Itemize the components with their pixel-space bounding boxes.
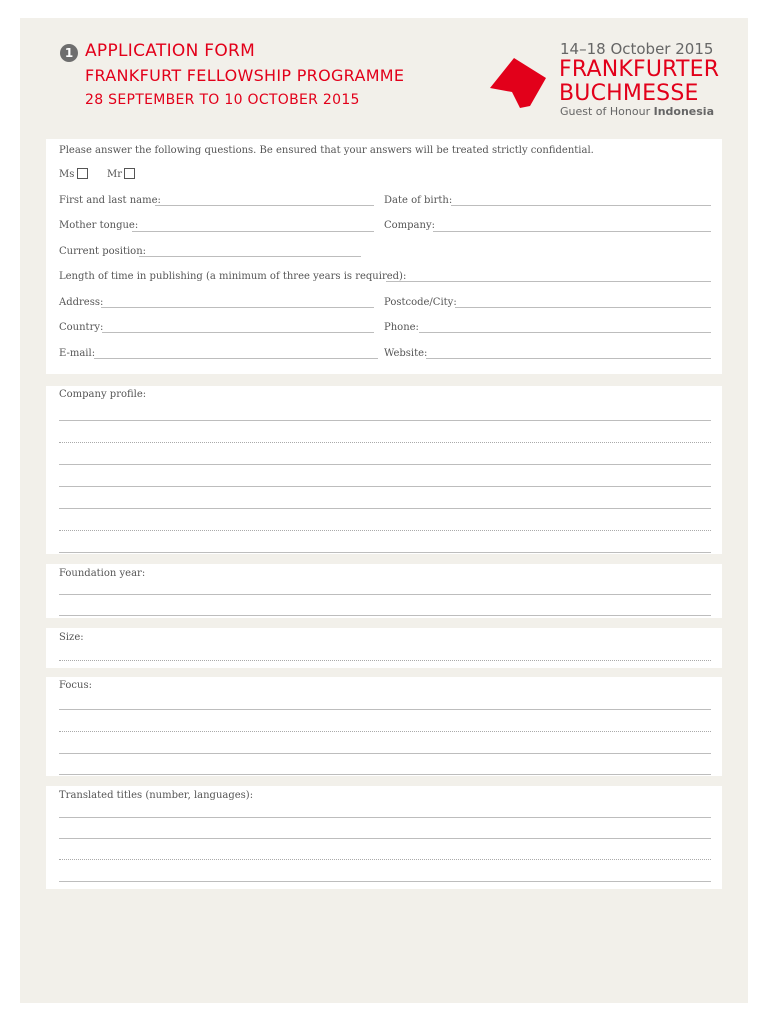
size-box [46,628,722,668]
buchmesse-logo-icon [490,58,548,108]
company-profile-line[interactable] [59,464,711,465]
programme-title: FRANKFURT FELLOWSHIP PROGRAMME [85,66,405,85]
address-label: Address: [59,297,104,308]
translated-titles-label: Translated titles (number, languages): [59,790,254,801]
size-label: Size: [59,632,84,643]
guest-prefix: Guest of Honour [560,105,654,118]
company-field[interactable] [433,231,711,232]
company-label: Company: [384,220,435,231]
company-profile-line[interactable] [59,486,711,487]
foundation-year-line[interactable] [59,594,711,595]
ms-label: Ms [59,169,75,180]
foundation-year-line[interactable] [59,615,711,616]
phone-label: Phone: [384,322,419,333]
foundation-year-label: Foundation year: [59,568,146,579]
fair-dates: 14–18 October 2015 [560,40,714,58]
translated-titles-line[interactable] [59,859,711,860]
translated-titles-line[interactable] [59,817,711,818]
mother-tongue-field[interactable] [132,231,374,232]
company-profile-label: Company profile: [59,389,147,400]
ms-checkbox[interactable] [77,168,88,179]
focus-line[interactable] [59,774,711,775]
translated-titles-line[interactable] [59,881,711,882]
focus-line[interactable] [59,709,711,710]
postcode-field[interactable] [455,307,711,308]
length-label: Length of time in publishing (a minimum of three years is required): [59,271,407,282]
length-field[interactable] [386,281,711,282]
company-profile-line[interactable] [59,420,711,421]
company-profile-line[interactable] [59,552,711,553]
mr-label: Mr [107,169,123,180]
form-title: APPLICATION FORM [85,41,256,61]
mother-tongue-label: Mother tongue: [59,220,139,231]
website-field[interactable] [426,358,711,359]
email-field[interactable] [94,358,378,359]
position-label: Current position: [59,246,147,257]
logo-name-line2: BUCHMESSE [559,81,699,106]
phone-field[interactable] [419,332,711,333]
postcode-label: Postcode/City: [384,297,457,308]
country-label: Country: [59,322,104,333]
focus-line[interactable] [59,753,711,754]
guest-of-honour [560,105,714,118]
name-label: First and last name: [59,195,161,206]
dob-label: Date of birth: [384,195,453,206]
intro-text: Please answer the following questions. Be ensured that your answers will be treated strictly confidential. [59,145,594,156]
country-field[interactable] [102,332,374,333]
company-profile-box [46,386,722,554]
mr-checkbox[interactable] [124,168,135,179]
email-label: E-mail: [59,348,96,359]
company-profile-line[interactable] [59,508,711,509]
company-profile-line[interactable] [59,442,711,443]
focus-label: Focus: [59,680,92,691]
address-field[interactable] [101,307,374,308]
website-label: Website: [384,348,428,359]
company-profile-line[interactable] [59,530,711,531]
logo-name-line1: FRANKFURTER [559,57,720,82]
programme-dates: 28 SEPTEMBER TO 10 OCTOBER 2015 [85,92,360,108]
focus-line[interactable] [59,731,711,732]
foundation-year-box [46,564,722,618]
focus-box [46,677,722,776]
translated-titles-line[interactable] [59,838,711,839]
dob-field[interactable] [451,205,711,206]
step-number-badge: 1 [60,44,78,62]
name-field[interactable] [155,205,374,206]
size-line[interactable] [59,660,711,661]
guest-country: Indonesia [653,105,714,118]
position-field[interactable] [139,256,361,257]
